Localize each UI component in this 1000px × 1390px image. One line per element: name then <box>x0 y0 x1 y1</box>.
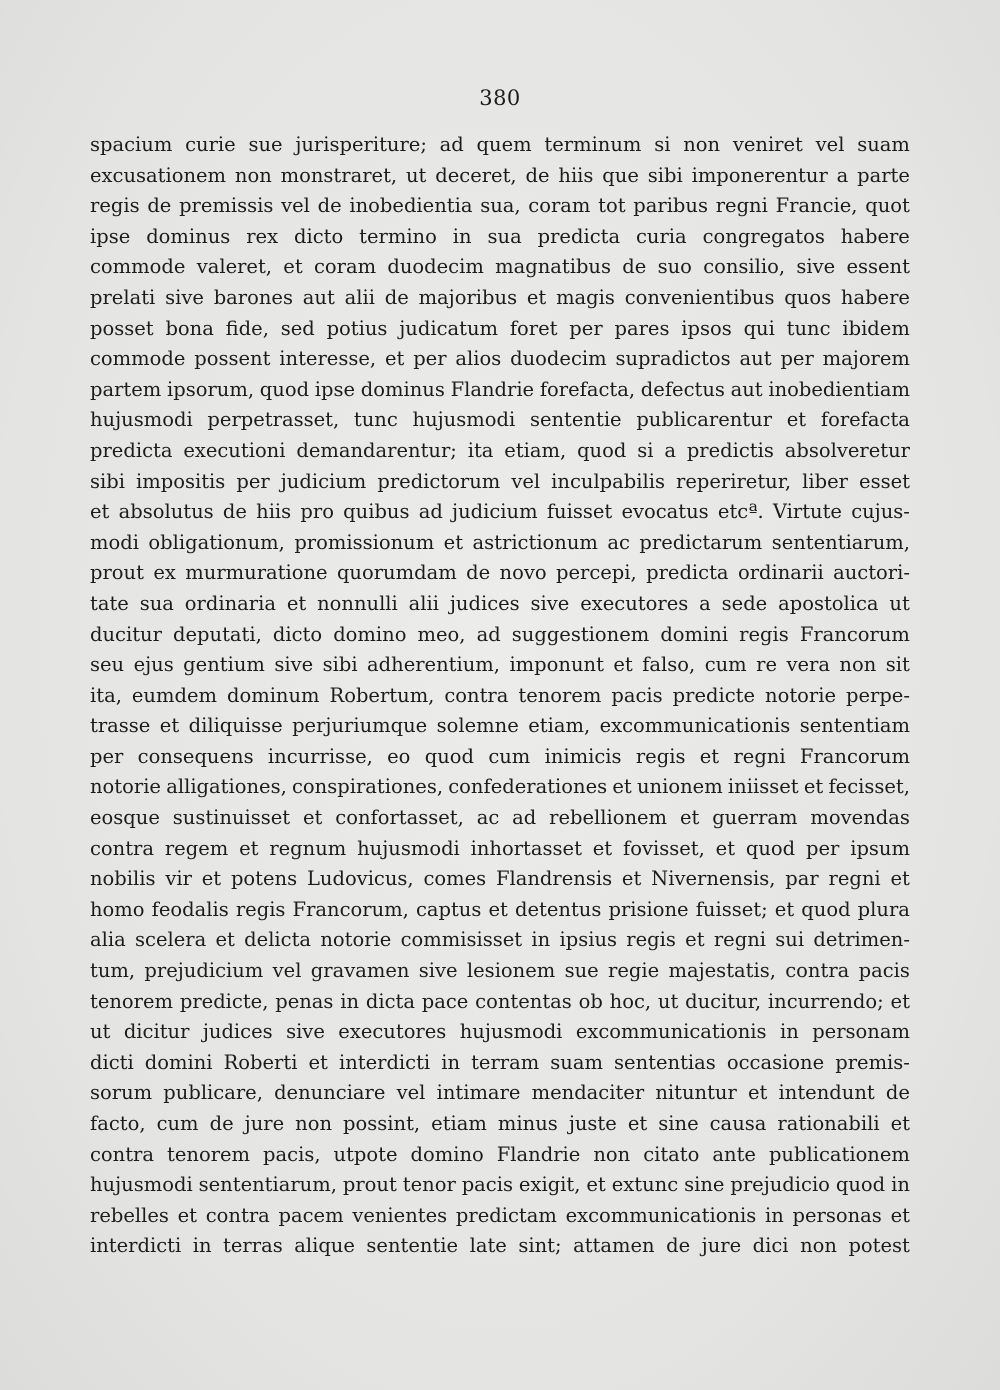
text-line: seu ejus gentium sive sibi adherentium, imponunt et falso, cum re vera non sit <box>90 653 910 677</box>
text-line: spacium curie sue jurisperiture; ad quem terminum si non veniret vel suam <box>90 133 910 156</box>
text-line: predicta executioni demandarentur; ita etiam, quod si a predictis absolveretur <box>90 438 910 462</box>
text-line: excusationem non monstraret, ut deceret, de hiis que sibi imponerentur a parte <box>90 163 910 187</box>
text-line: contra regem et regnum hujusmodi inhortasset et fovisset, et quod per ipsum <box>90 836 910 860</box>
text-line: posset bona fide, sed potius judicatum foret per pares ipsos qui tunc ibidem <box>90 316 910 340</box>
text-line: ipse dominus rex dicto termino in sua predicta curia congregatos habere <box>90 224 910 248</box>
page-number: 380 <box>479 86 521 110</box>
text-line: tate sua ordinaria et nonnulli alii judices sive executores a sede apostolica ut <box>90 591 910 615</box>
text-line: ducitur deputati, dicto domino meo, ad suggestionem domini regis Francorum <box>90 622 910 646</box>
text-line: ita, eumdem dominum Robertum, contra tenorem pacis predicte notorie perpe- <box>90 683 910 707</box>
text-line: per consequens incurrisse, eo quod cum inimicis regis et regni Francorum <box>90 744 910 768</box>
text-line: et absolutus de hiis pro quibus ad judicium fuisset evocatus etcª. Virtute cujus- <box>90 500 910 524</box>
text-line: partem ipsorum, quod ipse dominus Flandrie forefacta, defectus aut inobedientiam <box>90 377 910 401</box>
text-line: tenorem predicte, penas in dicta pace contentas ob hoc, ut ducitur, incurrendo; et <box>90 989 910 1013</box>
text-line: ut dicitur judices sive executores hujusmodi excommunicationis in personam <box>90 1020 910 1044</box>
text-line: sibi impositis per judicium predictorum vel inculpabilis reperiretur, liber esset <box>90 469 910 493</box>
text-line: trasse et diliquisse perjuriumque solemne etiam, excommunicationis sententiam <box>90 714 910 738</box>
text-line: sorum publicare, denunciare vel intimare mendaciter nituntur et intendunt de <box>90 1081 910 1105</box>
text-line: hujusmodi sententiarum, prout tenor pacis exigit, et extunc sine prejudicio quod in <box>90 1173 910 1197</box>
text-line: rebelles et contra pacem venientes predictam excommunicationis in personas et <box>90 1203 910 1227</box>
text-line: dicti domini Roberti et interdicti in terram suam sententias occasione premis- <box>90 1050 910 1074</box>
text-line: tum, prejudicium vel gravamen sive lesionem sue regie majestatis, contra pacis <box>90 959 910 983</box>
text-line: prout ex murmuratione quorumdam de novo percepi, predicta ordinarii auctori- <box>90 561 910 585</box>
text-line: eosque sustinuisset et confortasset, ac ad rebellionem et guerram movendas <box>90 806 910 830</box>
text-line: nobilis vir et potens Ludovicus, comes Flandrensis et Nivernensis, par regni et <box>90 867 910 891</box>
text-line: alia scelera et delicta notorie commisisset in ipsius regis et regni sui detrimen- <box>90 928 910 952</box>
text-line: contra tenorem pacis, utpote domino Flandrie non citato ante publicationem <box>90 1142 910 1166</box>
body-text <box>90 130 910 1262</box>
text-line: commode possent interesse, et per alios duodecim supradictos aut per majorem <box>90 347 910 371</box>
text-line: homo feodalis regis Francorum, captus et detentus prisione fuisset; et quod plura <box>90 897 910 921</box>
text-line: regis de premissis vel de inobedientia sua, coram tot paribus regni Francie, quot <box>90 194 910 218</box>
text-line: interdicti in terras alique sententie late sint; attamen de jure dici non potest <box>90 1234 910 1258</box>
text-line: commode valeret, et coram duodecim magnatibus de suo consilio, sive essent <box>90 255 910 279</box>
text-line: hujusmodi perpetrasset, tunc hujusmodi sententie publicarentur et forefacta <box>90 408 910 432</box>
text-line: modi obligationum, promissionum et astrictionum ac predictarum sententiarum, <box>90 530 910 554</box>
text-line: notorie alligationes, conspirationes, confederationes et unionem iniisset et fecisset, <box>90 775 910 799</box>
text-line: prelati sive barones aut alii de majoribus et magis convenientibus quos habere <box>90 285 910 309</box>
text-line: facto, cum de jure non possint, etiam minus juste et sine causa rationabili et <box>90 1112 910 1135</box>
